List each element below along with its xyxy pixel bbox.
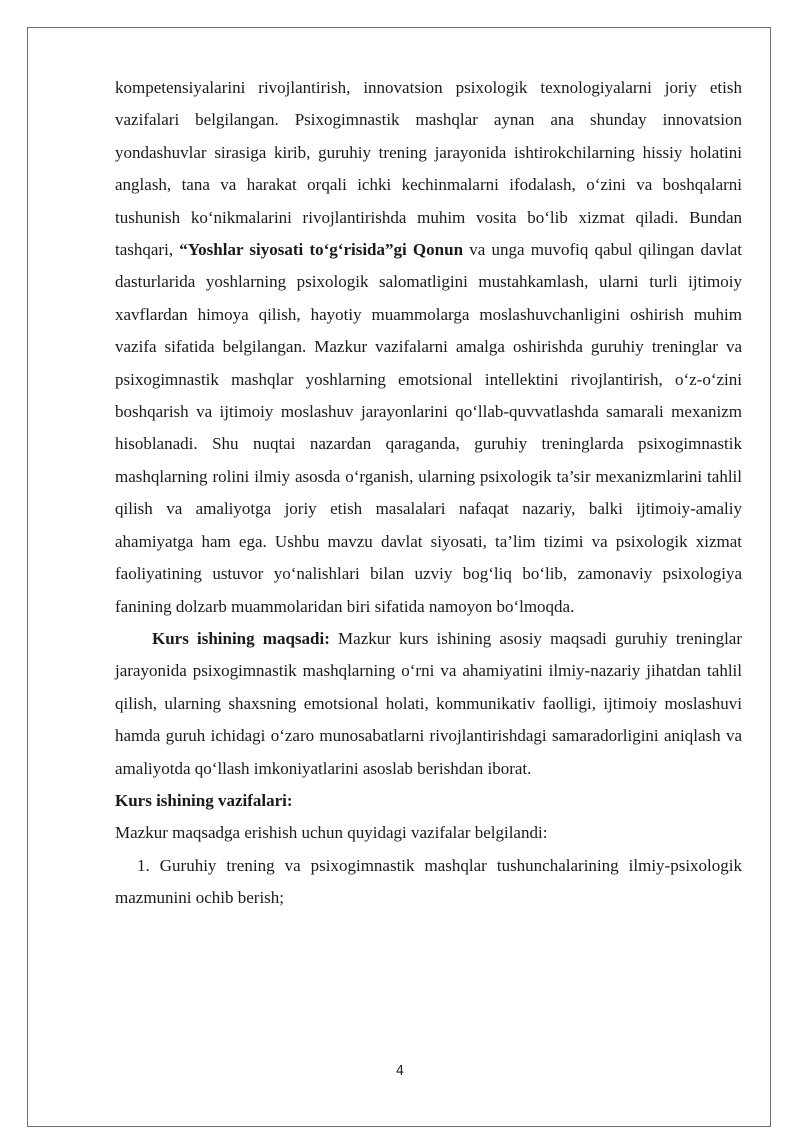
- goal-text: Mazkur kurs ishining asosiy maqsadi guruhiy treninglar jarayonida psixogimnastik mashqlarning o‘rni va ahamiyatini ilmiy-nazariy jihatdan tahlil qilish, ularning shaxsning emotsional holati, kommunikativ faolligi, ijtimoiy moslashuvi hamda guruh ichidagi o‘zaro munosabatlarni rivojlantirishdagi samaradorligini aniqlash va amaliyotda qo‘llash imkoniyatlarini asoslab berishdan iborat.: [115, 628, 742, 778]
- goal-paragraph: [115, 623, 742, 785]
- paragraph-text: kompetensiyalarini rivojlantirish, innovatsion psixologik texnologiyalarni joriy etish vazifalari belgilangan. Psixogimnastik mashqlar aynan ana shunday innovatsion yondashuvlar sirasiga kirib, guruhiy trening jarayonida ishtirokchilarning hissiy holatini anglash, tana va harakat orqali ichki kechinmalarni ifodalash, o‘zini va boshqalarni tushunish ko‘nikmalarini rivojlantirishda muhim vosita bo‘lib xizmat qiladi. Bundan tashqari,: [115, 78, 742, 260]
- paragraph-text: va unga muvofiq qabul qilingan davlat dasturlarida yoshlarning psixologik salomatligini mustahkamlash, ularni turli ijtimoiy xavflardan himoya qilish, hayotiy muammolarga moslashuvchanligini oshirish muhim vazifa sifatida belgilangan. Mazkur vazifalarni amalga oshirishda guruhiy treninglar va psixogimnastik mashqlar yoshlarning emotsional intellektini rivojlantirish, o‘z-o‘zini boshqarish va ijtimoiy moslashuv jarayonlarini qo‘llab-quvvatlashda samarali mexanizm hisoblanadi. Shu nuqtai nazardan qaraganda, guruhiy treninglarda psixogimnastik mashqlarning rolini ilmiy asosda o‘rganish, ularning psixologik ta’sir mexanizmlarini tahlil qilish va amaliyotga joriy etish masalalari nafaqat nazariy, balki ijtimoiy-amaliy ahamiyatga ham ega. Ushbu mavzu davlat siyosati, ta’lim tizimi va psixologik xizmat faoliyatining ustuvor yo‘nalishlari bilan uzviy bog‘liq bo‘lib, zamonaviy psixologiya fanining dolzarb muammolaridan biri sifatida namoyon bo‘lmoqda.: [115, 240, 742, 616]
- tasks-heading: Kurs ishining vazifalari:: [115, 790, 293, 810]
- body-paragraph: [115, 72, 742, 623]
- tasks-intro: Mazkur maqsadga erishish uchun quyidagi vazifalar belgilandi:: [115, 823, 548, 843]
- goal-heading: Kurs ishining maqsadi:: [152, 628, 330, 648]
- page-number: 4: [395, 1064, 405, 1079]
- task-list-item: 1. Guruhiy trening va psixogimnastik mashqlar tushunchalarining ilmiy-psixologik mazmunini ochib berish;: [115, 855, 742, 908]
- document-body: [115, 72, 742, 915]
- law-name-bold: “Yoshlar siyosati to‘g‘risida”gi Qonun: [179, 240, 464, 260]
- tasks-heading-line: [115, 785, 742, 817]
